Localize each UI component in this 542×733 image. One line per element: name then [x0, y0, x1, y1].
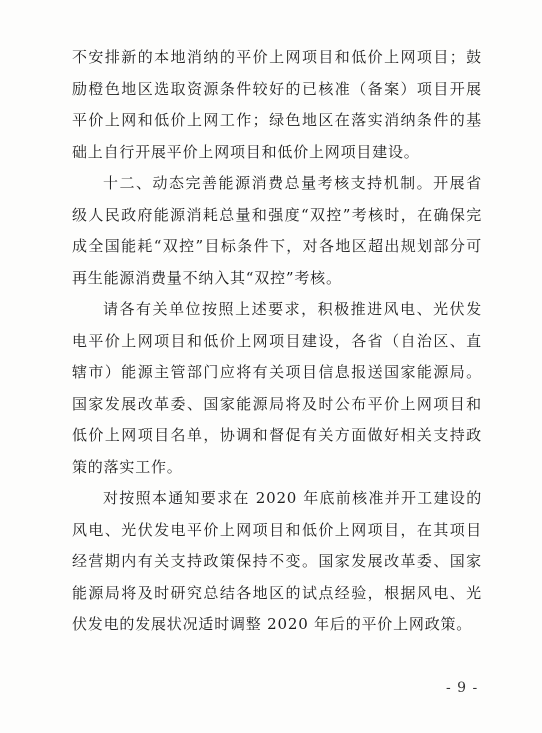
paragraph-continued: 不安排新的本地消纳的平价上网项目和低价上网项目；鼓励橙色地区选取资源条件较好的已核准（备案）项目开展平价上网和低价上网工作；绿色地区在落实消纳条件的基础上自行开展平价上网项目和低价上网项目建设。	[72, 48, 482, 161]
paragraph-request: 请各有关单位按照上述要求，积极推进风电、光伏发电平价上网项目和低价上网项目建设，各省（自治区、直辖市）能源主管部门应将有关项目信息报送国家能源局。国家发展改革委、国家能源局将及时公布平价上网项目和低价上网项目名单，协调和督促有关方面做好相关支持政策的落实工作。	[72, 300, 482, 476]
paragraph-policy: 对按照本通知要求在 2020 年底前核准并开工建设的风电、光伏发电平价上网项目和低价上网项目，在其项目经营期内有关支持政策保持不变。国家发展改革委、国家能源局将及时研究总结各地区的试点经验，根据风电、光伏发电的发展状况适时调整 2020 年后的平价上网政策。	[72, 489, 482, 633]
page-number: - 9 -	[446, 680, 479, 696]
document-body	[72, 42, 482, 641]
paragraph-item-twelve: 十二、动态完善能源消费总量考核支持机制。开展省级人民政府能源消耗总量和强度“双控”考核时，在确保完成全国能耗“双控”目标条件下，对各地区超出规划部分可再生能源消费量不纳入其“双控”考核。	[72, 174, 482, 287]
